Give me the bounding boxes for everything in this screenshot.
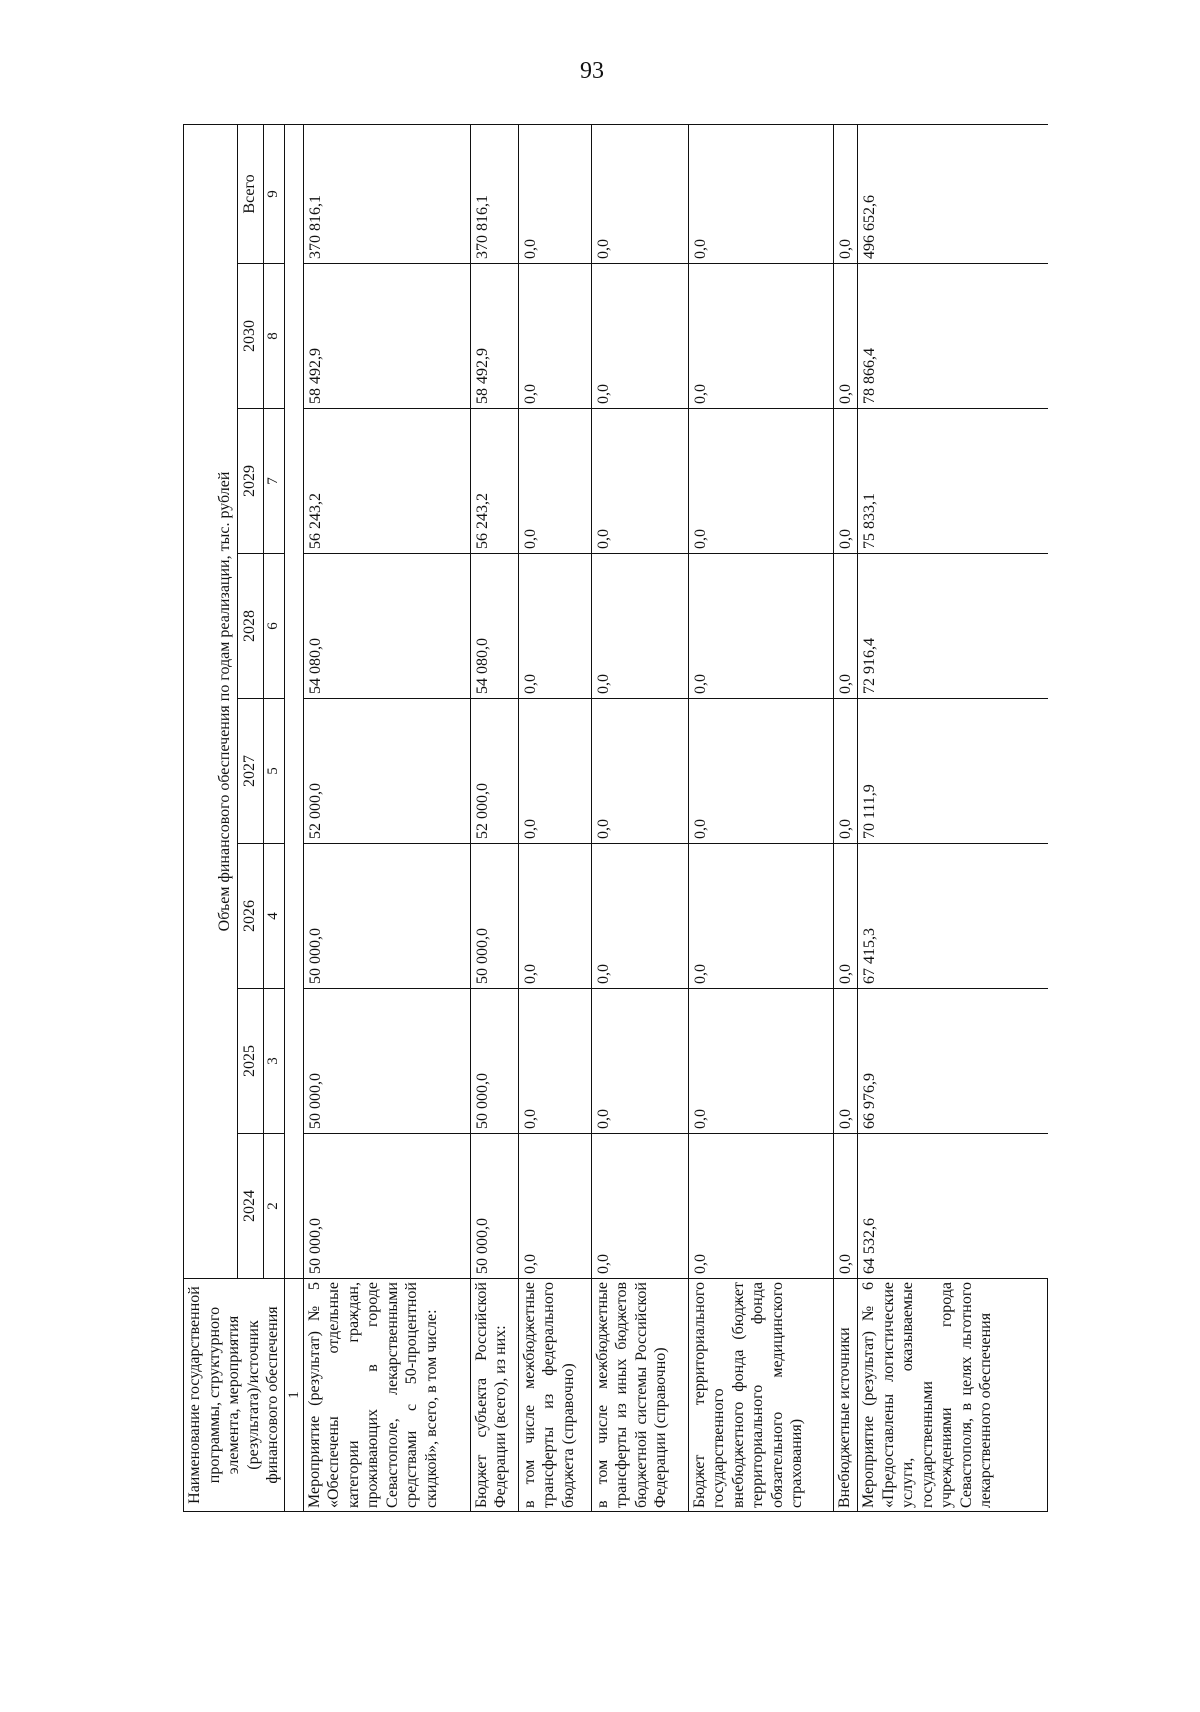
year-header: 2026 (237, 844, 263, 989)
value-cell: 0,0 (688, 1134, 833, 1279)
rotated-table-container (183, 125, 1040, 1512)
value-cell: 0,0 (833, 989, 858, 1134)
row-label: в том числе межбюджетные трансферты из федерального бюджета (справочно) (518, 1279, 591, 1512)
year-header: 2028 (237, 554, 263, 699)
value-cell: 0,0 (518, 1134, 591, 1279)
table-row (833, 124, 858, 1511)
value-cell: 0,0 (518, 264, 591, 409)
row-label: Внебюджетные источники (833, 1279, 858, 1512)
value-cell: 64 532,6 (858, 1134, 1048, 1279)
value-cell: 0,0 (833, 1134, 858, 1279)
value-cell: 0,0 (591, 1134, 688, 1279)
column-number: 8 (263, 264, 284, 409)
year-header: 2029 (237, 409, 263, 554)
value-cell: 56 243,2 (470, 409, 518, 554)
year-header: 2027 (237, 699, 263, 844)
column-number: 1 (284, 1279, 303, 1512)
value-cell: 0,0 (518, 989, 591, 1134)
value-cell: 0,0 (688, 264, 833, 409)
row-label: Мероприятие (результат) № 5 «Обеспечены отдельные категории граждан, проживающих в городе Севастополе, лекарственными средствами с 50-процентной скидкой», всего, в том числе: (303, 1279, 470, 1512)
year-header: 2025 (237, 989, 263, 1134)
value-cell: 0,0 (688, 409, 833, 554)
table-row (688, 124, 833, 1511)
page-number: 93 (580, 58, 604, 84)
column-number: 7 (263, 409, 284, 554)
value-cell: 50 000,0 (470, 989, 518, 1134)
year-header: 2030 (237, 264, 263, 409)
column-number: 2 (263, 1134, 284, 1279)
volume-header: Объем финансового обеспечения по годам реализации, тыс. рублей (184, 124, 238, 1278)
name-column-header: Наименование государственной программы, структурного элемента, мероприятия (результата)/источник финансового обеспечения (184, 1279, 285, 1512)
value-cell: 67 415,3 (858, 844, 1048, 989)
value-cell: 0,0 (591, 554, 688, 699)
value-cell: 50 000,0 (303, 844, 470, 989)
value-cell: 50 000,0 (303, 1134, 470, 1279)
value-cell: 0,0 (833, 554, 858, 699)
table-row (591, 124, 688, 1511)
value-cell: 54 080,0 (470, 554, 518, 699)
value-cell: 0,0 (833, 409, 858, 554)
total-cell: 0,0 (591, 124, 688, 263)
row-label: Бюджет субъекта Российской Федерации (всего), из них: (470, 1279, 518, 1512)
value-cell: 58 492,9 (303, 264, 470, 409)
spacer-cell (284, 124, 303, 1278)
value-cell: 72 916,4 (858, 554, 1048, 699)
row-label: Мероприятие (результат) № 6 «Предоставлены логистические услуги, оказываемые государственными учреждениями города Севастополя, в целях льготного лекарственного обеспечения (858, 1279, 1048, 1512)
total-cell: 496 652,6 (858, 124, 1048, 263)
total-cell: 0,0 (688, 124, 833, 263)
column-number: 6 (263, 554, 284, 699)
value-cell: 0,0 (591, 989, 688, 1134)
column-number: 3 (263, 989, 284, 1134)
value-cell: 0,0 (591, 264, 688, 409)
total-cell: 370 816,1 (470, 124, 518, 263)
value-cell: 0,0 (688, 699, 833, 844)
value-cell: 0,0 (518, 409, 591, 554)
value-cell: 70 111,9 (858, 699, 1048, 844)
column-number: 5 (263, 699, 284, 844)
column-number: 4 (263, 844, 284, 989)
value-cell: 0,0 (833, 844, 858, 989)
value-cell: 0,0 (591, 699, 688, 844)
value-cell: 0,0 (833, 264, 858, 409)
value-cell: 52 000,0 (470, 699, 518, 844)
total-header: Всего (237, 124, 263, 263)
value-cell: 0,0 (518, 554, 591, 699)
value-cell: 50 000,0 (303, 989, 470, 1134)
value-cell: 50 000,0 (470, 844, 518, 989)
table-row (858, 124, 1048, 1511)
total-cell: 0,0 (518, 124, 591, 263)
value-cell: 0,0 (688, 844, 833, 989)
row-label: Бюджет территориального государственного внебюджетного фонда (бюджет территориального фонда обязательного медицинского страхования) (688, 1279, 833, 1512)
value-cell: 66 976,9 (858, 989, 1048, 1134)
total-cell: 0,0 (833, 124, 858, 263)
value-cell: 0,0 (833, 699, 858, 844)
value-cell: 56 243,2 (303, 409, 470, 554)
total-cell: 370 816,1 (303, 124, 470, 263)
financing-table (183, 124, 1048, 1512)
value-cell: 75 833,1 (858, 409, 1048, 554)
value-cell: 54 080,0 (303, 554, 470, 699)
value-cell: 0,0 (688, 989, 833, 1134)
table-row (470, 124, 518, 1511)
column-number: 9 (263, 124, 284, 263)
value-cell: 58 492,9 (470, 264, 518, 409)
value-cell: 0,0 (518, 844, 591, 989)
value-cell: 52 000,0 (303, 699, 470, 844)
row-label: в том числе межбюджетные трансферты из иных бюджетов бюджетной системы Российской Федерации (справочно) (591, 1279, 688, 1512)
value-cell: 0,0 (591, 409, 688, 554)
value-cell: 78 866,4 (858, 264, 1048, 409)
table-row (303, 124, 470, 1511)
value-cell: 50 000,0 (470, 1134, 518, 1279)
table-row (518, 124, 591, 1511)
value-cell: 0,0 (591, 844, 688, 989)
year-header: 2024 (237, 1134, 263, 1279)
value-cell: 0,0 (688, 554, 833, 699)
value-cell: 0,0 (518, 699, 591, 844)
